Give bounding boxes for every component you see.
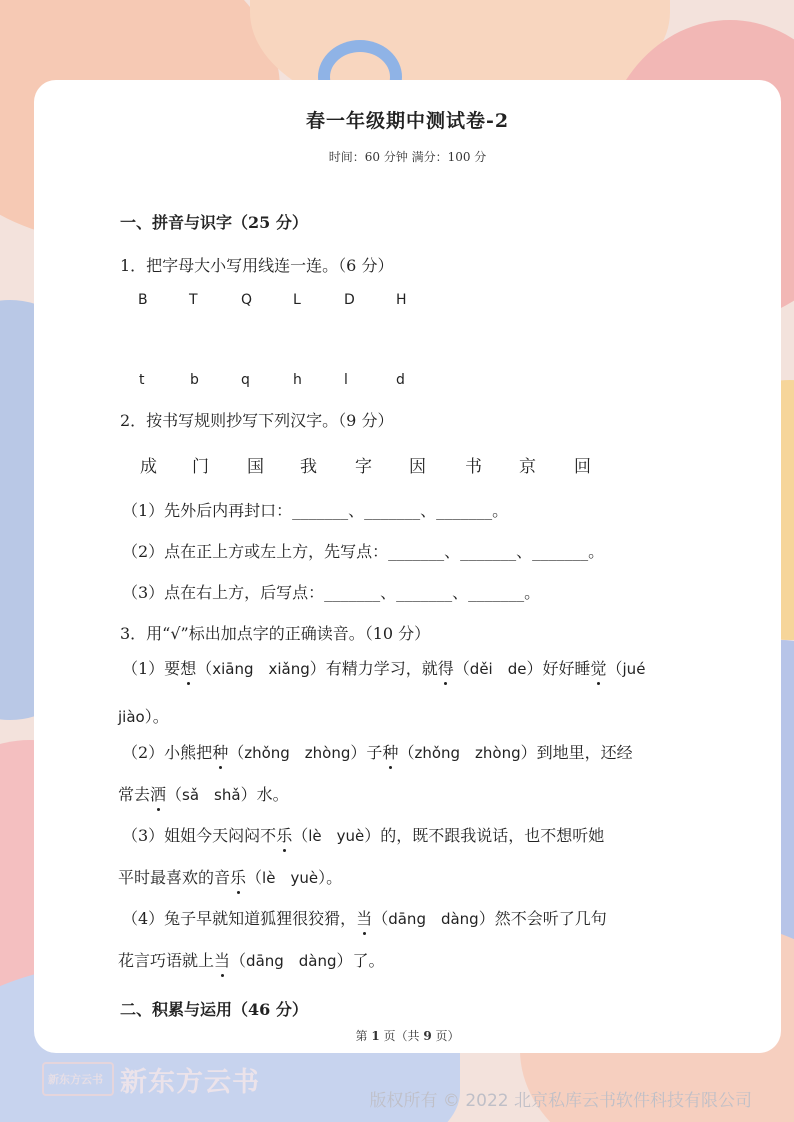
dotted-character: 觉 — [590, 656, 606, 679]
text: （1）要 — [122, 659, 181, 678]
pinyin: zhǒng zhòng — [244, 744, 351, 762]
question-3-part-3 — [122, 823, 604, 846]
text: 花言巧语就上 — [118, 951, 215, 970]
page-footer — [34, 1027, 781, 1044]
footer-text: 页） — [431, 1029, 460, 1043]
letter: b — [190, 372, 199, 388]
question-3-part-2-cont — [118, 782, 289, 805]
letter: B — [138, 292, 148, 308]
text: （2）小熊把 — [122, 743, 213, 762]
letter: T — [189, 292, 198, 308]
section-heading-1: 一、拼音与识字（25 分） — [120, 213, 308, 232]
question-2-part-2: （2）点在正上方或左上方，先写点：_______、_______、_______。 — [122, 542, 605, 561]
text: ）到地里，还经 — [520, 743, 633, 762]
dotted-character: 种 — [212, 740, 228, 763]
text: （ — [398, 743, 415, 762]
character: 我 — [300, 457, 317, 477]
text: （ — [453, 659, 470, 678]
question-2-part-3: （3）点在右上方，后写点：_______、_______、_______。 — [122, 583, 541, 602]
question-3-part-4-cont — [118, 948, 385, 971]
question-1: 1．把字母大小写用线连一连。（6 分） — [120, 256, 394, 275]
dotted-character: 洒 — [150, 782, 166, 805]
text: （ — [246, 868, 263, 887]
pinyin: jué — [622, 660, 646, 678]
letter: l — [344, 372, 348, 388]
character: 因 — [409, 457, 426, 477]
letter: Q — [241, 292, 253, 308]
dotted-character: 当 — [214, 948, 230, 971]
letter: d — [396, 372, 405, 388]
question-3-part-3-cont — [118, 865, 342, 888]
text: （ — [196, 659, 213, 678]
page-subtitle: 时间：60 分钟 满分：100 分 — [328, 150, 487, 164]
text: ）。 — [144, 707, 169, 726]
pinyin: dāng dàng — [246, 952, 337, 970]
question-3: 3．用“√”标出加点字的正确读音。（10 分） — [120, 624, 431, 643]
dotted-character: 乐 — [230, 865, 246, 888]
character: 书 — [465, 457, 482, 477]
text: ）了。 — [336, 951, 385, 970]
watermark-logo-text: 新东方云书 — [120, 1067, 260, 1098]
question-2-part-1: （1）先外后内再封口：_______、_______、_______。 — [122, 501, 509, 520]
letter: H — [396, 292, 407, 308]
exam-page — [34, 80, 781, 1053]
letter: L — [293, 292, 301, 308]
letter: D — [344, 292, 355, 308]
page-number: 1 — [371, 1029, 380, 1043]
text: （ — [228, 743, 245, 762]
section-heading-2: 二、积累与运用（46 分） — [120, 1000, 308, 1019]
question-3-part-4 — [122, 906, 607, 929]
pinyin: jiào — [118, 708, 145, 726]
dotted-character: 当 — [356, 906, 372, 929]
watermark-logo-icon — [42, 1062, 114, 1096]
pinyin: děi de — [469, 660, 527, 678]
text: （ — [292, 826, 309, 845]
text: （ — [166, 785, 183, 804]
text: ）。 — [318, 868, 343, 887]
dotted-character: 乐 — [276, 823, 292, 846]
text: （ — [230, 951, 247, 970]
text: （ — [606, 659, 623, 678]
character: 字 — [355, 457, 372, 477]
character: 国 — [247, 457, 264, 477]
pinyin: xiāng xiǎng — [212, 660, 310, 678]
character: 门 — [192, 457, 209, 477]
pinyin: lè yuè — [262, 869, 319, 887]
question-3-part-2 — [122, 740, 633, 763]
pinyin: lè yuè — [308, 827, 365, 845]
pinyin: sǎ shǎ — [182, 786, 241, 804]
question-3-part-1 — [122, 656, 645, 679]
text: （ — [372, 909, 389, 928]
text: ）有精力学习，就 — [309, 659, 438, 678]
letter: h — [293, 372, 302, 388]
text: ）好好睡 — [526, 659, 591, 678]
text: （3）姐姐今天闷闷不 — [122, 826, 277, 845]
logo-small-text: 新东方云书 — [48, 1073, 103, 1086]
letter: q — [241, 372, 250, 388]
text: ）水。 — [240, 785, 289, 804]
text: 常去 — [118, 785, 151, 804]
footer-text: 页（共 — [379, 1029, 424, 1043]
page-total: 9 — [423, 1029, 432, 1043]
dotted-character: 种 — [382, 740, 398, 763]
text: （4）兔子早就知道狐狸很狡猾， — [122, 909, 357, 928]
letter: t — [139, 372, 145, 388]
text: ）然不会听了几句 — [478, 909, 607, 928]
text: ）的，既不跟我说话，也不想听她 — [364, 826, 605, 845]
dotted-character: 得 — [438, 656, 454, 679]
pinyin: zhǒng zhòng — [414, 744, 521, 762]
dotted-character: 想 — [180, 656, 196, 679]
character: 成 — [140, 457, 157, 477]
character: 回 — [574, 457, 591, 477]
page-title: 春一年级期中测试卷-2 — [305, 110, 510, 132]
pinyin: dāng dàng — [388, 910, 479, 928]
footer-text: 第 — [355, 1029, 372, 1043]
text: 平时最喜欢的音 — [118, 868, 231, 887]
question-3-part-1-cont — [118, 704, 169, 727]
question-2: 2．按书写规则抄写下列汉字。（9 分） — [120, 411, 394, 430]
copyright-notice: 版权所有 © 2022 北京私库云书软件科技有限公司 — [369, 1091, 752, 1111]
character: 京 — [519, 457, 536, 477]
text: ）子 — [350, 743, 383, 762]
